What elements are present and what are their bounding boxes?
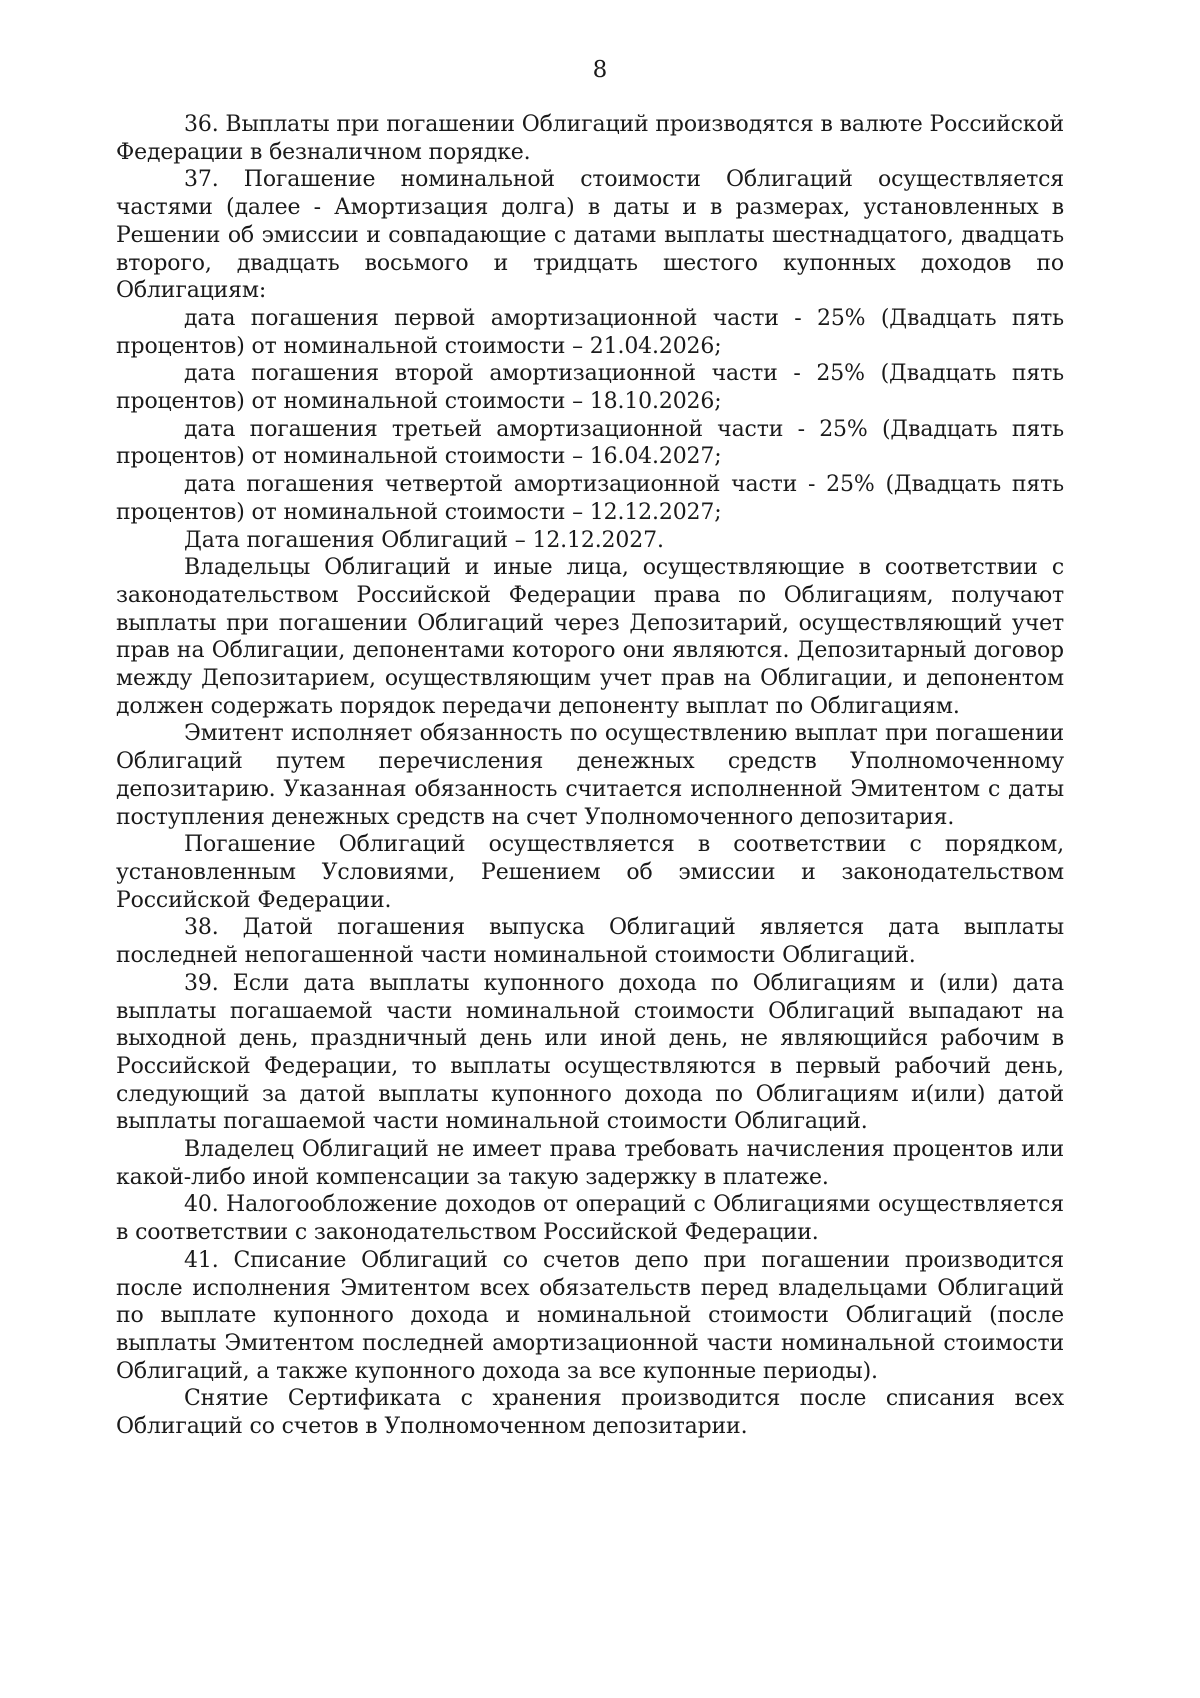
- amortization-date-3: дата погашения третьей амортизационной части - 25% (Двадцать пять процентов) от номинальной стоимости – 16.04.2027;: [116, 416, 1064, 470]
- amortization-date-2: дата погашения второй амортизационной части - 25% (Двадцать пять процентов) от номинальной стоимости – 18.10.2026;: [116, 361, 1064, 415]
- amortization-date-4: дата погашения четвертой амортизационной части - 25% (Двадцать пять процентов) от номинальной стоимости – 12.12.2027;: [116, 472, 1064, 525]
- maturity-date: Дата погашения Облигаций – 12.12.2027.: [184, 527, 664, 553]
- paragraph-no-compensation: Владелец Облигаций не имеет права требовать начисления процентов или какой-либо иной компенсации за такую задержку в платеже.: [116, 1137, 1064, 1190]
- paragraph-39: 39. Если дата выплаты купонного дохода по Облигациям и (или) дата выплаты погашаемой части номинальной стоимости Облигаций выпадают на выходной день, праздничный день или иной день, не являющийся рабочим в Российской Федерации, то выплаты осуществляются в первый рабочий день, следующий за датой выплаты купонного дохода по Облигациям и(или) датой выплаты погашаемой части номинальной стоимости Облигаций.: [116, 970, 1064, 1135]
- paragraph-holders-payments: Владельцы Облигаций и иные лица, осуществляющие в соответствии с законодательством Российской Федерации права по Облигациям, получают выплаты при погашении Облигаций через Депозитарий, осуществляющий учет прав на Облигации, депонентами которого они являются. Депозитарный договор между Депозитарием, осуществляющим учет прав на Облигации, и депонентом должен содержать порядок передачи депоненту выплат по Облигациям.: [116, 555, 1064, 719]
- paragraph-41: 41. Списание Облигаций со счетов депо при погашении производится после исполнения Эмитентом всех обязательств перед владельцами Облигаций по выплате купонного дохода и номинальной стоимости Облигаций (после выплаты Эмитентом последней амортизационной части номинальной стоимости Облигаций, а также купонного дохода за все купонные периоды).: [116, 1247, 1064, 1384]
- paragraph-redemption-procedure: Погашение Облигаций осуществляется в соответствии с порядком, установленным Условиями, Решением об эмиссии и законодательством Российской Федерации.: [116, 832, 1064, 913]
- page-number: 8: [592, 57, 608, 83]
- paragraph-certificate-removal: Снятие Сертификата с хранения производится после списания всех Облигаций со счетов в Уполномоченном депозитарии.: [116, 1386, 1064, 1440]
- paragraph-issuer-obligation: Эмитент исполняет обязанность по осуществлению выплат при погашении Облигаций путем перечисления денежных средств Уполномоченному депозитарию. Указанная обязанность считается исполненной Эмитентом с даты поступления денежных средств на счет Уполномоченного депозитария.: [116, 721, 1064, 830]
- paragraph-38: 38. Датой погашения выпуска Облигаций является дата выплаты последней непогашенной части номинальной стоимости Облигаций.: [116, 915, 1064, 969]
- amortization-date-1: дата погашения первой амортизационной части - 25% (Двадцать пять процентов) от номинальной стоимости – 21.04.2026;: [116, 305, 1064, 359]
- paragraph-37: 37. Погашение номинальной стоимости Облигаций осуществляется частями (далее - Амортизация долга) в даты и в размерах, установленных в Решении об эмиссии и совпадающие с датами выплаты шестнадцатого, двадцать второго, двадцать восьмого и тридцать шестого купонных доходов по Облигациям:: [116, 167, 1064, 304]
- paragraph-36: 36. Выплаты при погашении Облигаций производятся в валюте Российской Федерации в безналичном порядке.: [116, 112, 1064, 165]
- document-body: [116, 111, 1064, 1441]
- paragraph-40: 40. Налогообложение доходов от операций с Облигациями осуществляется в соответствии с законодательством Российской Федерации.: [116, 1192, 1064, 1246]
